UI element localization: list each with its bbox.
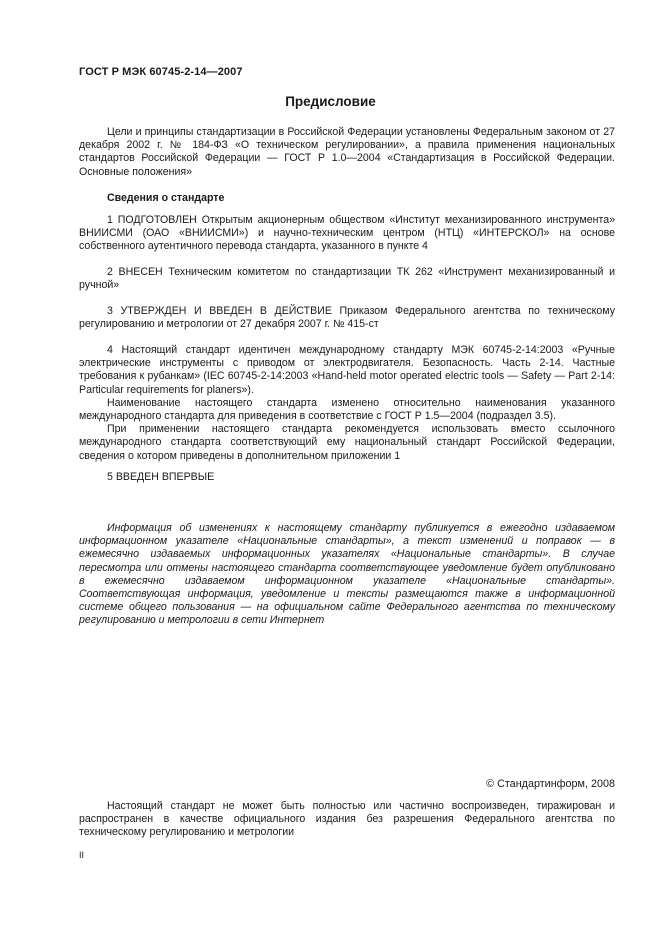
page-title: Предисловие [285, 94, 376, 109]
item-3-paragraph: 3 УТВЕРЖДЕН И ВВЕДЕН В ДЕЙСТВИЕ Приказом Федерального агентства по техническому регулированию и метрологии от 27 декабря 2007 г. № 415-ст [79, 305, 615, 331]
item-5-paragraph: 5 ВВЕДЕН ВПЕРВЫЕ [107, 471, 215, 483]
item-4-section [79, 344, 615, 463]
item-1-paragraph: 1 ПОДГОТОВЛЕН Открытым акционерным обществом «Институт механизированного инструмента» ВНИИСМИ (ОАО «ВНИИСМИ») и научно-техническим центром (НТЦ) «ИНТЕРСКОЛ» на основе собственного аутентичного перевода стандарта, указанного в пункте 4 [79, 214, 615, 253]
notice-paragraph: Информация об изменениях к настоящему стандарту публикуется в ежегодно издаваемом информационном указателе «Национальные стандарты», а текст изменений и поправок — в ежемесячно издаваемых информационных указателях «Национальные стандарты». В случае пересмотра или отмены настоящего стандарта соответствующее уведомление будет опубликовано в ежемесячно издаваемом информационном указателе «Национальные стандарты». Соответствующая информация, уведомление и тексты размещаются также в информационной системе общего пользования — на официальном сайте Федерального агентства по техническому регулированию и метрологии в сети Интернет [79, 522, 615, 627]
item-4-paragraph-2: Наименование настоящего стандарта изменено относительно наименования указанного международного стандарта для приведения в соответствие с ГОСТ Р 1.5—2004 (подраздел 3.5). [79, 396, 615, 423]
standard-info-heading: Сведения о стандарте [107, 192, 225, 204]
standard-info-heading-block [79, 192, 615, 205]
item-2-section [79, 266, 615, 292]
item-5-section [79, 471, 615, 484]
item-1-section [79, 214, 615, 254]
document-code: ГОСТ Р МЭК 60745-2-14—2007 [79, 66, 243, 78]
item-2-paragraph: 2 ВНЕСЕН Техническим комитетом по стандартизации ТК 262 «Инструмент механизированный и ручной» [79, 266, 615, 292]
item-4-paragraph-1: 4 Настоящий стандарт идентичен международному стандарту МЭК 60745-2-14:2003 «Ручные электрические инструменты с приводом от электродвигателя. Безопасность. Часть 2-14. Частные требования к рубанкам» (IEC 60745-2-14:2003 «Hand-held motor operated electric tools — Safety — Part 2-14: Particular requirements for planers»). [79, 344, 615, 396]
item-3-section [79, 305, 615, 331]
reproduction-section [79, 800, 615, 840]
copyright-notice: © Стандартинформ, 2008 [486, 778, 615, 790]
reproduction-paragraph: Настоящий стандарт не может быть полностью или частично воспроизведен, тиражирован и распространен в качестве официального издания без разрешения Федерального агентства по техническому регулированию и метрологии [79, 800, 615, 839]
item-4-paragraph-3: При применении настоящего стандарта рекомендуется использовать вместо ссылочного международного стандарта соответствующий ему национальный стандарт Российской Федерации, сведения о котором приведены в дополнительном приложении 1 [79, 423, 615, 462]
notice-section [79, 522, 615, 628]
intro-paragraph: Цели и принципы стандартизации в Российской Федерации установлены Федеральным законом от 27 декабря 2002 г. № 184-ФЗ «О техническом регулировании», а правила применения национальных стандартов Российской Федерации — ГОСТ Р 1.0—2004 «Стандартизация в Российской Федерации. Основные положения» [79, 126, 615, 178]
page-number: II [79, 850, 85, 860]
intro-section [79, 126, 615, 179]
